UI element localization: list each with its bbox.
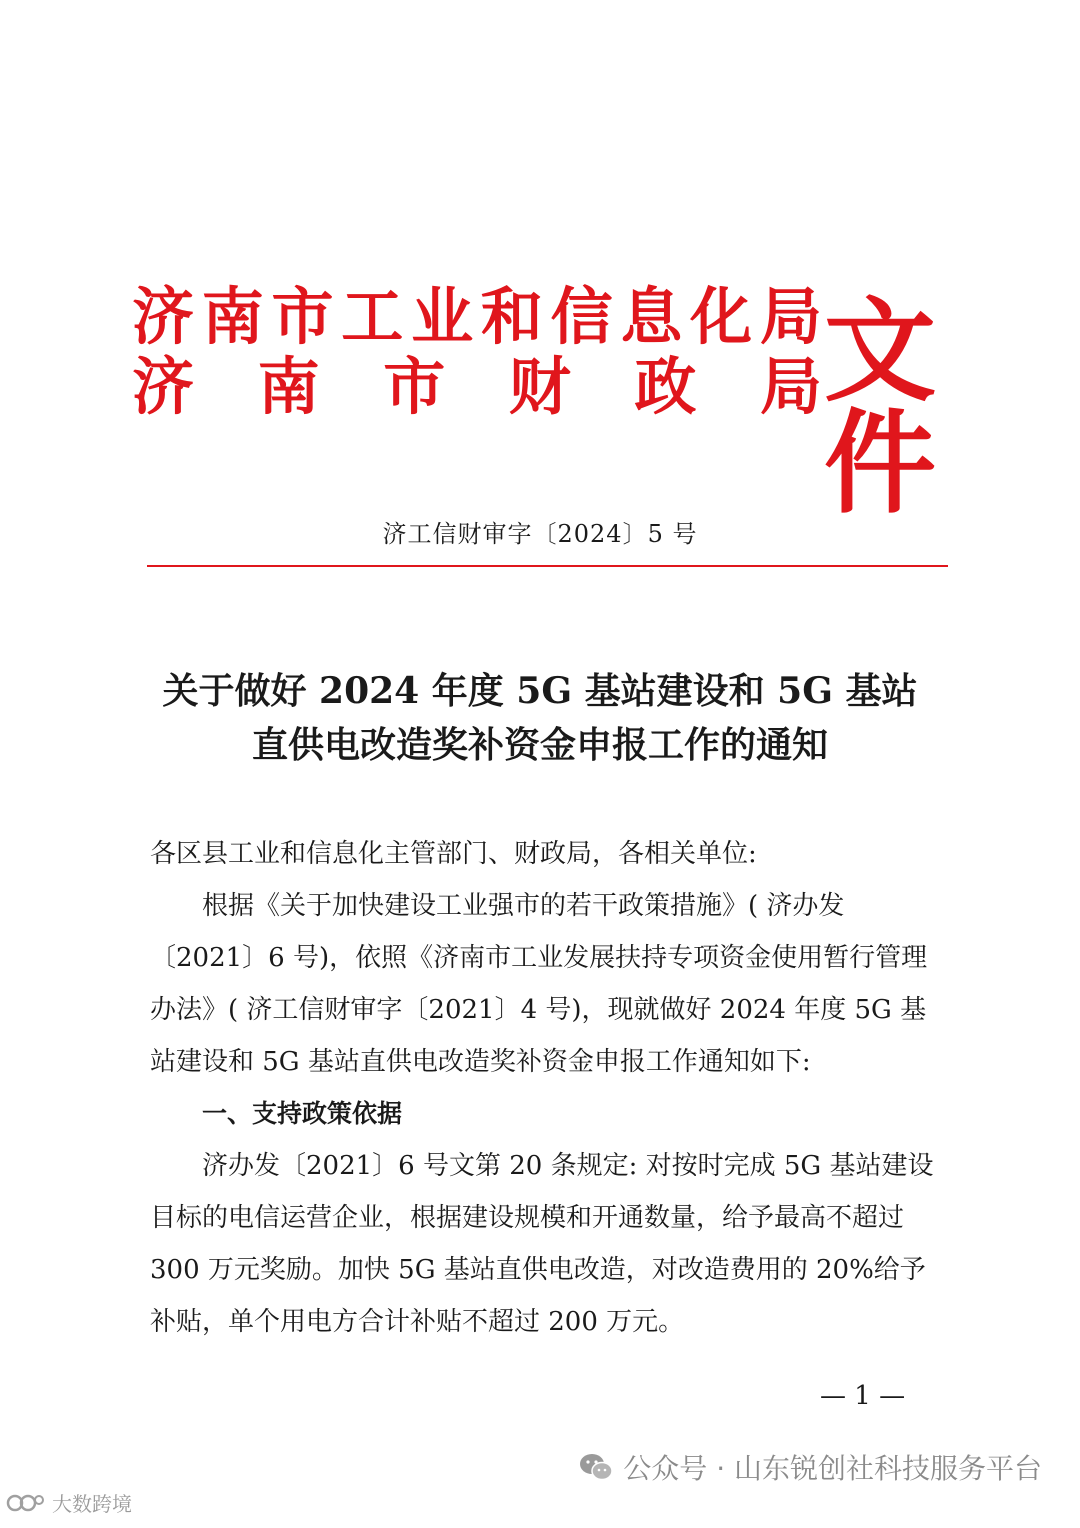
org-char: 济 [132,350,195,423]
issuing-org-line-2 [132,350,822,423]
notice-title [0,664,1080,772]
document-type-label: 文件 [824,286,930,529]
wechat-watermark [579,1447,1042,1487]
org-char: 化 [690,280,753,353]
org-char: 济 [132,280,195,353]
logo-icon [6,1492,46,1514]
issuing-org-line-1 [132,280,822,353]
wechat-watermark-text: 公众号 · 山东锐创社科技服务平台 [623,1452,1042,1485]
org-char: 局 [759,280,822,353]
org-char: 局 [759,350,822,423]
org-char: 财 [508,350,571,423]
notice-body [150,828,946,1348]
org-char: 市 [271,280,334,353]
corner-watermark-text: 大数跨境 [52,1492,132,1516]
corner-watermark [6,1488,132,1517]
document-number: 济工信财审字〔2024〕5 号 [382,520,698,548]
paragraph-policy: 济办发〔2021〕6 号文第 20 条规定: 对按时完成 5G 基站建设目标的电信运营企业，根据建设规模和开通数量，给予最高不超过 300 万元奖励。加快 5G 基站直供电改造，对改造费用的 20%给予补贴，单个用电方合计补贴不超过 200 万元。 [150,1151,934,1337]
org-char: 息 [620,280,683,353]
paragraph-basis: 根据《关于加快建设工业强市的若干政策措施》( 济办发〔2021〕6 号)，依照《济南市工业发展扶持专项资金使用暂行管理办法》( 济工信财审字〔2021〕4 号)，现就做好 2024 年度 5G 基站建设和 5G 基站直供电改造奖补资金申报工作通知如下: [150,891,928,1077]
org-char: 业 [411,280,474,353]
red-divider-line [147,565,948,567]
notice-title-line-1: 关于做好 2024 年度 5G 基站建设和 5G 基站 [162,670,918,712]
org-char: 市 [383,350,446,423]
org-char: 信 [550,280,613,353]
org-char: 政 [634,350,697,423]
section-heading-1: 一、支持政策依据 [202,1099,403,1128]
org-char: 南 [257,350,320,423]
org-char: 工 [341,280,404,353]
org-char: 和 [480,280,543,353]
org-char: 南 [201,280,264,353]
page-number: — 1 — [820,1381,906,1411]
document-header [132,268,972,529]
notice-title-line-2: 直供电改造奖补资金申报工作的通知 [251,724,828,766]
salutation: 各区县工业和信息化主管部门、财政局，各相关单位: [150,839,757,869]
wechat-icon [579,1452,613,1482]
